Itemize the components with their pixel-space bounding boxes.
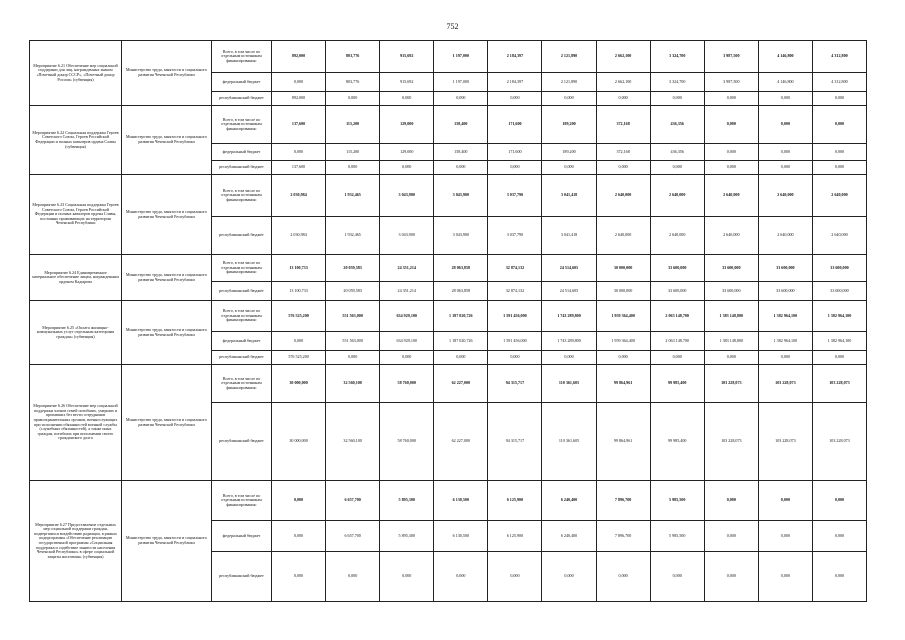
amount-cell: 103 228,073	[704, 403, 758, 481]
amount-cell: 32 560,100	[326, 365, 380, 403]
amount-cell: 0,000	[542, 351, 596, 365]
amount-cell: 0,000	[758, 144, 812, 161]
amount-cell: 3 037,790	[488, 217, 542, 255]
amount-cell: 115,200	[326, 106, 380, 144]
amount-cell: 3 041,418	[542, 175, 596, 217]
responsible-executor-cell: Министерство труда, занятости и социального развития Чеченской Республики	[122, 365, 212, 481]
amount-cell: 1 187 020,726	[434, 301, 488, 332]
amount-cell: 0,000	[704, 161, 758, 175]
amount-cell: 1 382 964,100	[758, 332, 812, 351]
event-name-cell: Мероприятие 6.22 Социальная поддержка Героев Советского Союза, Героев Российской Федерации и полных кавалеров ордена Славы (субвенция)	[30, 106, 122, 175]
amount-cell: 6 125,900	[488, 481, 542, 521]
amount-cell: 2 063 148,700	[650, 301, 704, 332]
amount-cell: 32 560,100	[326, 403, 380, 481]
amount-cell: 1 743 289,800	[542, 332, 596, 351]
amount-cell: 6 657,700	[326, 481, 380, 521]
amount-cell: 1 197,000	[434, 73, 488, 92]
amount-cell: 5 985,500	[650, 521, 704, 552]
amount-cell: 2 184,397	[488, 73, 542, 92]
table-row	[30, 365, 867, 403]
amount-cell: 0,000	[812, 481, 866, 521]
amount-cell: 2 640,000	[596, 175, 650, 217]
responsible-executor-cell: Министерство труда, занятости и социального развития Чеченской Республики	[122, 106, 212, 175]
amount-cell: 2 640,000	[812, 217, 866, 255]
amount-cell: 0,000	[596, 351, 650, 365]
amount-cell: 1 932,465	[326, 175, 380, 217]
amount-cell: 5 895,300	[380, 521, 434, 552]
amount-cell: 33 600,000	[812, 255, 866, 282]
funding-source-cell: республиканский бюджет	[212, 161, 272, 175]
amount-cell: 436,356	[650, 144, 704, 161]
amount-cell: 0,000	[650, 351, 704, 365]
amount-cell: 6 125,900	[488, 521, 542, 552]
amount-cell: 1 382 964,100	[758, 301, 812, 332]
amount-cell: 0,000	[812, 92, 866, 106]
amount-cell: 0,000	[650, 161, 704, 175]
amount-cell: 0,000	[488, 351, 542, 365]
amount-cell: 0,000	[812, 161, 866, 175]
table-row	[30, 301, 867, 332]
amount-cell: 3 324,700	[650, 73, 704, 92]
amount-cell: 158,400	[434, 144, 488, 161]
amount-cell: 171,600	[488, 144, 542, 161]
amount-cell: 1 959 364,400	[596, 301, 650, 332]
amount-cell: 0,000	[272, 73, 326, 92]
amount-cell: 2 640,000	[650, 175, 704, 217]
amount-cell: 103 228,073	[812, 365, 866, 403]
amount-cell: 0,000	[488, 161, 542, 175]
amount-cell: 0,000	[380, 552, 434, 602]
amount-cell: 1 959 364,400	[596, 332, 650, 351]
funding-source-cell: республиканский бюджет	[212, 217, 272, 255]
amount-cell: 3 987,500	[704, 41, 758, 73]
table-row	[30, 175, 867, 217]
amount-cell: 4 146,800	[758, 73, 812, 92]
amount-cell: 1 187 020,726	[434, 332, 488, 351]
amount-cell: 2 640,000	[596, 217, 650, 255]
amount-cell: 634 929,100	[380, 332, 434, 351]
amount-cell: 13 100,733	[272, 255, 326, 282]
amount-cell: 0,000	[272, 481, 326, 521]
amount-cell: 5 895,300	[380, 481, 434, 521]
amount-cell: 129,000	[380, 144, 434, 161]
amount-cell: 0,000	[596, 552, 650, 602]
amount-cell: 2 662,100	[596, 41, 650, 73]
amount-cell: 0,000	[434, 552, 488, 602]
funding-source-cell: Всего, в том числе по отдельным источникам финансирования:	[212, 175, 272, 217]
funding-source-cell: Всего, в том числе по отдельным источникам финансирования:	[212, 41, 272, 73]
amount-cell: 20 059,583	[326, 282, 380, 301]
table-row	[30, 106, 867, 144]
amount-cell: 915,692	[380, 73, 434, 92]
amount-cell: 0,000	[704, 92, 758, 106]
amount-cell: 0,000	[542, 552, 596, 602]
table-row	[30, 41, 867, 73]
amount-cell: 803,776	[326, 41, 380, 73]
amount-cell: 0,000	[542, 161, 596, 175]
amount-cell: 158,400	[434, 106, 488, 144]
amount-cell: 0,000	[812, 521, 866, 552]
amount-cell: 30 000,000	[272, 365, 326, 403]
amount-cell: 1 743 289,800	[542, 301, 596, 332]
amount-cell: 6 240,400	[542, 481, 596, 521]
amount-cell: 0,000	[272, 144, 326, 161]
amount-cell: 32 874,132	[488, 282, 542, 301]
funding-source-cell: республиканский бюджет	[212, 403, 272, 481]
amount-cell: 33 600,000	[650, 255, 704, 282]
amount-cell: 33 600,000	[650, 282, 704, 301]
amount-cell: 2 640,000	[758, 217, 812, 255]
table-row	[30, 255, 867, 282]
amount-cell: 2 030,984	[272, 217, 326, 255]
amount-cell: 0,000	[812, 144, 866, 161]
page-number: 752	[446, 22, 459, 31]
funding-source-cell: Всего, в том числе по отдельным источникам финансирования:	[212, 255, 272, 282]
funding-source-cell: республиканский бюджет	[212, 552, 272, 602]
amount-cell: 2 662,100	[596, 73, 650, 92]
amount-cell: 0,000	[272, 552, 326, 602]
amount-cell: 3 043,900	[434, 175, 488, 217]
amount-cell: 94 315,717	[488, 365, 542, 403]
amount-cell: 1 383 148,800	[704, 332, 758, 351]
amount-cell: 0,000	[704, 521, 758, 552]
amount-cell: 0,000	[650, 92, 704, 106]
amount-cell: 0,000	[758, 92, 812, 106]
amount-cell: 3 043,900	[380, 175, 434, 217]
event-name-cell: Мероприятие 6.23 Социальная поддержка Героев Советского Союза, Героев Российской Федерации и полных кавалеров ордена Славы, постоянно проживающих на территории Чеченской Республики	[30, 175, 122, 255]
amount-cell: 33 600,000	[812, 282, 866, 301]
amount-cell: 892,000	[272, 41, 326, 73]
amount-cell: 171,600	[488, 106, 542, 144]
amount-cell: 1 383 148,800	[704, 301, 758, 332]
amount-cell: 372,168	[596, 144, 650, 161]
amount-cell: 803,776	[326, 73, 380, 92]
amount-cell: 436,356	[650, 106, 704, 144]
amount-cell: 0,000	[758, 521, 812, 552]
amount-cell: 0,000	[596, 161, 650, 175]
amount-cell: 30 000,000	[272, 403, 326, 481]
amount-cell: 0,000	[596, 92, 650, 106]
amount-cell: 3 987,500	[704, 73, 758, 92]
amount-cell: 189,200	[542, 106, 596, 144]
amount-cell: 115,200	[326, 144, 380, 161]
amount-cell: 129,000	[380, 106, 434, 144]
amount-cell: 0,000	[758, 351, 812, 365]
amount-cell: 1 382 964,100	[812, 301, 866, 332]
amount-cell: 7 896,700	[596, 481, 650, 521]
amount-cell: 58 760,000	[380, 365, 434, 403]
responsible-executor-cell: Министерство труда, занятости и социального развития Чеченской Республики	[122, 481, 212, 602]
amount-cell: 2 640,000	[704, 217, 758, 255]
amount-cell: 7 896,700	[596, 521, 650, 552]
responsible-executor-cell: Министерство труда, занятости и социального развития Чеченской Республики	[122, 255, 212, 301]
funding-source-cell: Всего, в том числе по отдельным источникам финансирования:	[212, 106, 272, 144]
responsible-executor-cell: Министерство труда, занятости и социального развития Чеченской Республики	[122, 41, 212, 106]
amount-cell: 1 382 964,100	[812, 332, 866, 351]
amount-cell: 634 929,100	[380, 301, 434, 332]
amount-cell: 0,000	[326, 351, 380, 365]
amount-cell: 0,000	[758, 481, 812, 521]
amount-cell: 372,168	[596, 106, 650, 144]
amount-cell: 3 043,900	[380, 217, 434, 255]
amount-cell: 58 760,000	[380, 403, 434, 481]
funding-source-cell: федеральный бюджет	[212, 73, 272, 92]
amount-cell: 551 563,000	[326, 301, 380, 332]
amount-cell: 915,692	[380, 41, 434, 73]
amount-cell: 99 985,400	[650, 365, 704, 403]
amount-cell: 551 563,000	[326, 332, 380, 351]
funding-source-cell: федеральный бюджет	[212, 144, 272, 161]
amount-cell: 0,000	[542, 92, 596, 106]
funding-source-cell: федеральный бюджет	[212, 332, 272, 351]
amount-cell: 0,000	[812, 106, 866, 144]
amount-cell: 6 130,500	[434, 521, 488, 552]
amount-cell: 1 197,000	[434, 41, 488, 73]
event-name-cell: Мероприятие 6.25 «Оплата жилищно-коммунальных услуг отдельным категориям граждан» (субвенция)	[30, 301, 122, 365]
event-name-cell: Мероприятие 6.27 Предоставление отдельных мер социальной поддержки граждан, подвергшихся воздействию радиации, в рамках подпрограммы «Обеспечение реализации государственной программы «Социальная поддержка и содействие занятости населения Чеченской Республики» в сфере социальной защиты населения» (субвенция)	[30, 481, 122, 602]
amount-cell: 2 063 148,700	[650, 332, 704, 351]
amount-cell: 0,000	[326, 552, 380, 602]
amount-cell: 103 228,073	[812, 403, 866, 481]
amount-cell: 33 600,000	[704, 255, 758, 282]
amount-cell: 13 100,733	[272, 282, 326, 301]
amount-cell: 4 146,800	[758, 41, 812, 73]
event-name-cell: Мероприятие 6.24 Единовременное материальное обеспечение лицам, награжденным орденом Кадырова	[30, 255, 122, 301]
amount-cell: 20 059,583	[326, 255, 380, 282]
amount-cell: 0,000	[704, 481, 758, 521]
amount-cell: 1 932,465	[326, 217, 380, 255]
amount-cell: 892,000	[272, 92, 326, 106]
budget-table	[29, 40, 867, 602]
responsible-executor-cell: Министерство труда, занятости и социального развития Чеченской Республики	[122, 175, 212, 255]
amount-cell: 24 514,605	[542, 282, 596, 301]
event-name-cell: Мероприятие 6.26 Обеспечение мер социальной поддержки членов семей погибших, умерших и пропавших без вести сотрудников правоохранительных органов, военнослужащих при исполнении обязанностей военной службы (служебных обязанностей), а также иных граждан, погибших при исполнении своего гражданского долга	[30, 365, 122, 481]
amount-cell: 62 227,000	[434, 403, 488, 481]
amount-cell: 0,000	[326, 92, 380, 106]
amount-cell: 2 121,890	[542, 41, 596, 73]
amount-cell: 0,000	[758, 552, 812, 602]
amount-cell: 33 600,000	[758, 255, 812, 282]
amount-cell: 2 640,000	[650, 217, 704, 255]
responsible-executor-cell: Министерство труда, занятости и социального развития Чеченской Республики	[122, 301, 212, 365]
amount-cell: 576 525,200	[272, 301, 326, 332]
amount-cell: 28 063,858	[434, 255, 488, 282]
amount-cell: 0,000	[434, 92, 488, 106]
amount-cell: 33 600,000	[758, 282, 812, 301]
amount-cell: 137,600	[272, 106, 326, 144]
amount-cell: 0,000	[434, 351, 488, 365]
table-row	[30, 481, 867, 521]
funding-source-cell: Всего, в том числе по отдельным источникам финансирования:	[212, 481, 272, 521]
amount-cell: 94 315,717	[488, 403, 542, 481]
amount-cell: 1 591 456,000	[488, 332, 542, 351]
table-body	[30, 41, 867, 602]
amount-cell: 2 030,984	[272, 175, 326, 217]
amount-cell: 137,600	[272, 161, 326, 175]
amount-cell: 103 228,073	[758, 365, 812, 403]
amount-cell: 3 324,700	[650, 41, 704, 73]
amount-cell: 0,000	[704, 552, 758, 602]
amount-cell: 0,000	[650, 552, 704, 602]
amount-cell: 189,200	[542, 144, 596, 161]
amount-cell: 0,000	[704, 106, 758, 144]
amount-cell: 103 228,073	[704, 365, 758, 403]
amount-cell: 99 864,961	[596, 365, 650, 403]
amount-cell: 0,000	[488, 552, 542, 602]
amount-cell: 24 514,605	[542, 255, 596, 282]
amount-cell: 2 184,397	[488, 41, 542, 73]
amount-cell: 0,000	[488, 92, 542, 106]
amount-cell: 99 985,400	[650, 403, 704, 481]
amount-cell: 2 640,000	[812, 175, 866, 217]
amount-cell: 6 657,700	[326, 521, 380, 552]
amount-cell: 1 591 456,000	[488, 301, 542, 332]
amount-cell: 0,000	[272, 332, 326, 351]
amount-cell: 4 312,800	[812, 73, 866, 92]
amount-cell: 33 600,000	[704, 282, 758, 301]
amount-cell: 576 525,200	[272, 351, 326, 365]
amount-cell: 6 240,400	[542, 521, 596, 552]
amount-cell: 24 351,214	[380, 282, 434, 301]
amount-cell: 3 043,900	[434, 217, 488, 255]
amount-cell: 0,000	[380, 92, 434, 106]
amount-cell: 2 640,000	[704, 175, 758, 217]
event-name-cell: Мероприятие 6.21 Обеспечение мер социальной поддержки для лиц, награжденных знаком «Почетный донор СССР», «Почетный донор России» (субвенция)	[30, 41, 122, 106]
funding-source-cell: Всего, в том числе по отдельным источникам финансирования:	[212, 365, 272, 403]
amount-cell: 0,000	[326, 161, 380, 175]
amount-cell: 24 351,214	[380, 255, 434, 282]
amount-cell: 6 130,500	[434, 481, 488, 521]
amount-cell: 2 640,000	[758, 175, 812, 217]
funding-source-cell: республиканский бюджет	[212, 92, 272, 106]
amount-cell: 5 985,500	[650, 481, 704, 521]
amount-cell: 103 228,073	[758, 403, 812, 481]
amount-cell: 0,000	[758, 161, 812, 175]
amount-cell: 28 063,858	[434, 282, 488, 301]
amount-cell: 0,000	[272, 521, 326, 552]
amount-cell: 0,000	[434, 161, 488, 175]
amount-cell: 30 000,000	[596, 282, 650, 301]
amount-cell: 0,000	[704, 144, 758, 161]
amount-cell: 0,000	[758, 106, 812, 144]
amount-cell: 32 874,132	[488, 255, 542, 282]
amount-cell: 3 037,790	[488, 175, 542, 217]
amount-cell: 30 000,000	[596, 255, 650, 282]
funding-source-cell: федеральный бюджет	[212, 521, 272, 552]
amount-cell: 0,000	[812, 552, 866, 602]
amount-cell: 62 227,000	[434, 365, 488, 403]
amount-cell: 0,000	[380, 161, 434, 175]
amount-cell: 0,000	[380, 351, 434, 365]
amount-cell: 0,000	[812, 351, 866, 365]
amount-cell: 110 361,605	[542, 365, 596, 403]
amount-cell: 3 041,418	[542, 217, 596, 255]
funding-source-cell: республиканский бюджет	[212, 351, 272, 365]
funding-source-cell: Всего, в том числе по отдельным источникам финансирования:	[212, 301, 272, 332]
amount-cell: 110 361,605	[542, 403, 596, 481]
amount-cell: 99 864,961	[596, 403, 650, 481]
amount-cell: 0,000	[704, 351, 758, 365]
amount-cell: 4 312,800	[812, 41, 866, 73]
amount-cell: 2 121,890	[542, 73, 596, 92]
funding-source-cell: республиканский бюджет	[212, 282, 272, 301]
